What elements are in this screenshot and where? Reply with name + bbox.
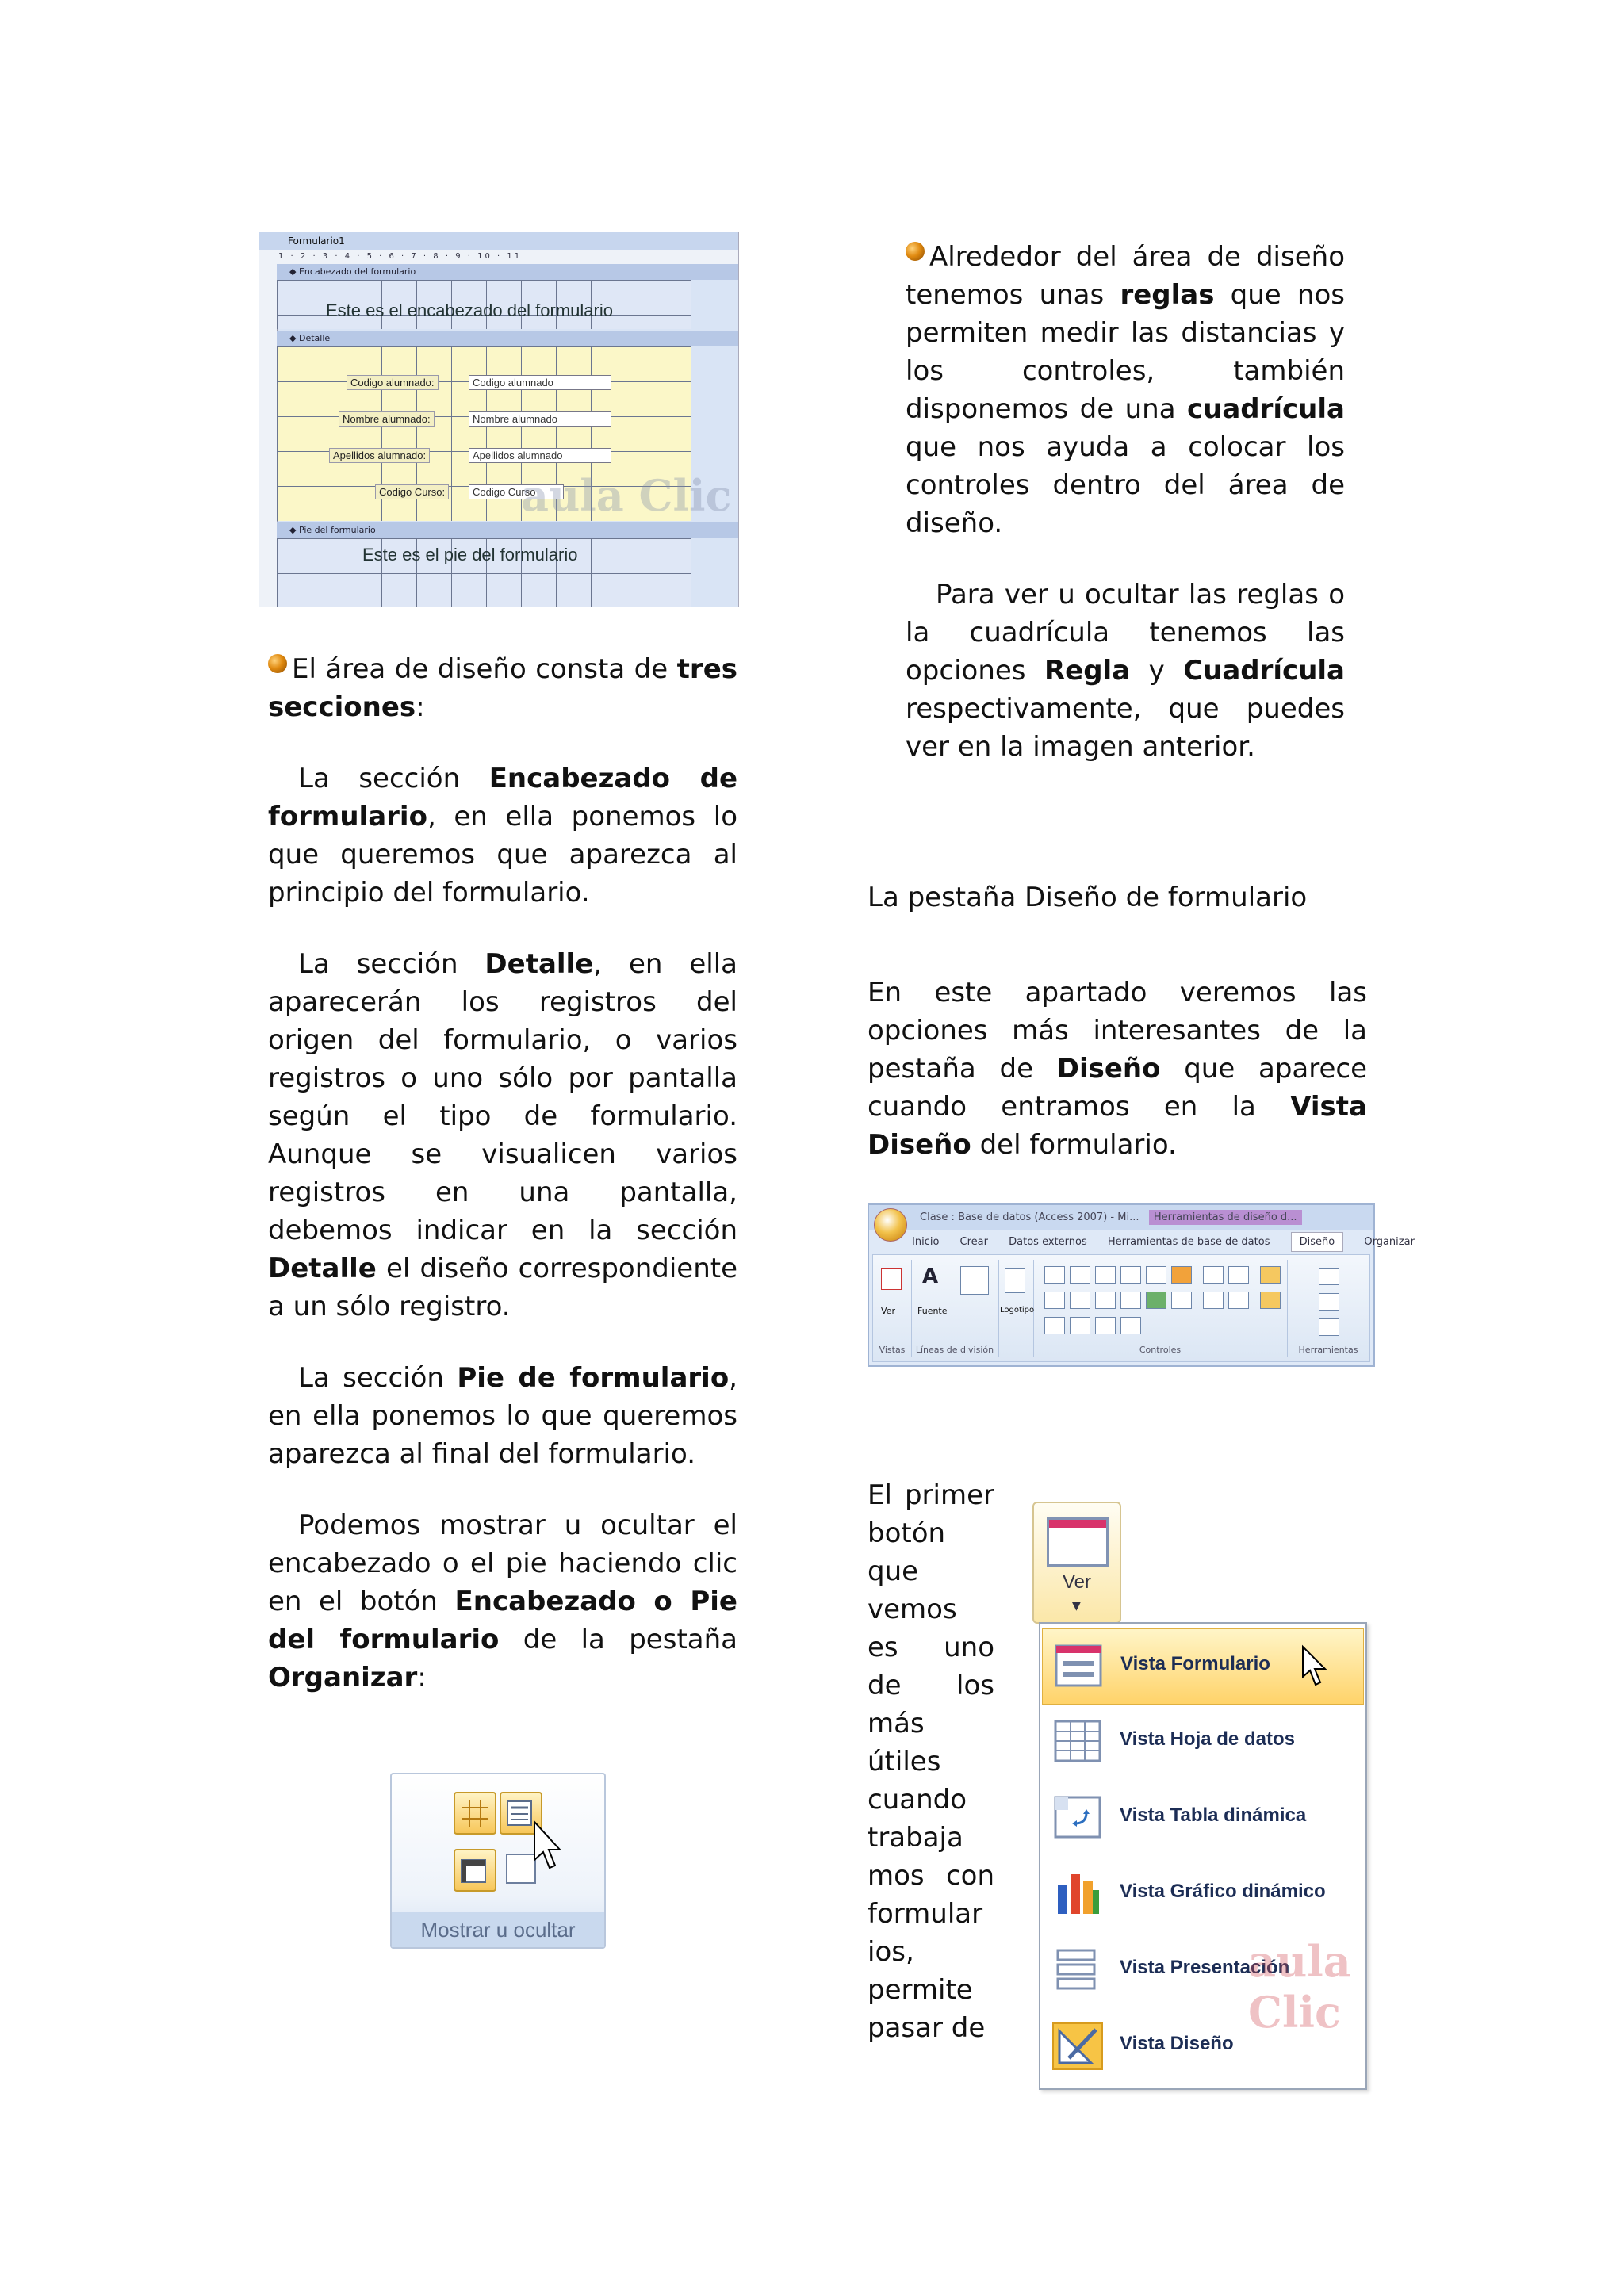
control-icon-3[interactable]	[1095, 1266, 1116, 1284]
field-value-3: Codigo Curso	[469, 484, 564, 499]
view-label: Ver	[881, 1306, 895, 1316]
design-ribbon-figure	[868, 1203, 1415, 1367]
footer-label: Este es el pie del formulario	[362, 545, 578, 564]
gridlines-icon[interactable]	[960, 1266, 989, 1295]
section-heading: La pestaña Diseño de formulario	[868, 882, 1308, 913]
ver-paragraph: El primer botón que vemos es uno de los más útiles cuando trabaja mos con formular ios, permite pasar de	[868, 1479, 994, 2044]
tab-inicio[interactable]: Inicio	[912, 1236, 940, 1248]
control-icon-4[interactable]	[1120, 1266, 1141, 1284]
control-icon-18[interactable]	[1228, 1266, 1249, 1284]
group-herramientas-caption: Herramientas	[1298, 1345, 1358, 1355]
menu-item-vista-tabla-dinamica[interactable]	[1042, 1781, 1364, 1855]
control-icon-7[interactable]	[1044, 1292, 1065, 1309]
tool-icon-2[interactable]	[1319, 1293, 1339, 1311]
field-label-1: Nombre alumnado:	[339, 411, 435, 427]
mouse-pointer-icon	[533, 1820, 565, 1876]
menu-item-label: Vista Tabla dinámica	[1120, 1804, 1307, 1826]
mouse-pointer-icon	[1301, 1645, 1328, 1689]
form-view-icon	[1054, 1644, 1103, 1689]
group-fuente-caption: Líneas de división	[915, 1345, 994, 1355]
group-controles-caption: Controles	[1139, 1345, 1182, 1355]
header-section-paragraph: La sección Encabezado de formulario, en ella ponemos lo que queremos que aparezca al principio del formulario.	[268, 763, 738, 909]
group-vistas-caption: Vistas	[879, 1345, 906, 1355]
control-icon-21[interactable]	[1228, 1292, 1249, 1309]
intro-bullet-paragraph: El área de diseño consta de tres secciones:	[268, 653, 737, 723]
left-text-column	[268, 650, 737, 1730]
logo-label: Logotipo	[1000, 1306, 1035, 1314]
control-icon-12[interactable]	[1171, 1292, 1192, 1309]
footer-section-paragraph: La sección Pie de formulario, en ella ponemos lo que queremos aparezca al final del formulario.	[268, 1362, 737, 1470]
size-icon	[506, 1854, 536, 1884]
control-icon-16[interactable]	[1120, 1317, 1141, 1334]
tab-datos-externos[interactable]: Datos externos	[1009, 1236, 1087, 1248]
group-fuente	[911, 1260, 999, 1357]
field-value-0: Codigo alumnado	[469, 375, 611, 390]
horizontal-ruler: 1 · 2 · 3 · 4 · 5 · 6 · 7 · 8 · 9 · 10 · 11	[259, 250, 738, 265]
form-view-icon	[1047, 1517, 1109, 1567]
font-icon[interactable]: A	[922, 1265, 939, 1288]
logo-icon[interactable]	[1005, 1268, 1025, 1293]
menu-item-vista-presentacion[interactable]	[1042, 1933, 1364, 2038]
control-icon-6[interactable]	[1171, 1266, 1192, 1284]
menu-item-label: Vista Formulario	[1120, 1653, 1270, 1674]
group-logo	[998, 1260, 1034, 1357]
vertical-ruler	[259, 264, 278, 607]
detail-section-paragraph: La sección Detalle, en ella aparecerán los registros del origen del formulario, o varios registros o uno sólo por pantalla según el tipo de formulario. Aunque se visualicen varios registros en una pantalla, debemos indicar en la sección Detalle el diseño correspondiente a un sólo registro.	[268, 948, 738, 1322]
group-herramientas	[1287, 1260, 1369, 1357]
ribbon-tabs	[869, 1230, 1415, 1254]
ver-dropdown-menu	[1039, 1622, 1367, 2090]
bullet-icon	[268, 654, 287, 673]
show-hide-paragraph: Podemos mostrar u ocultar el encabezado o el pie haciendo clic en el botón Encabezado o Pie del formulario de la pestaña Organizar:	[268, 1510, 737, 1693]
tab-organizar[interactable]: Organizar	[1364, 1236, 1415, 1248]
band-detail: ◆ Detalle	[277, 331, 738, 346]
grid-icon	[454, 1792, 496, 1835]
header-label: Este es el encabezado del formulario	[326, 300, 613, 320]
control-icon-19[interactable]	[1260, 1266, 1281, 1284]
control-icon-2[interactable]	[1070, 1266, 1090, 1284]
band-footer: ◆ Pie del formulario	[277, 522, 738, 538]
control-icon-10[interactable]	[1120, 1292, 1141, 1309]
control-icon-15[interactable]	[1095, 1317, 1116, 1334]
menu-item-label: Vista Gráfico dinámico	[1120, 1881, 1326, 1902]
band-header: ◆ Encabezado del formulario	[277, 264, 738, 280]
layout-view-icon	[1053, 1947, 1102, 1993]
menu-item-label: Vista Hoja de datos	[1120, 1728, 1295, 1750]
show-hide-caption: Mostrar u ocultar	[392, 1912, 604, 1947]
pivot-table-icon	[1053, 1795, 1102, 1841]
tab-crear[interactable]: Crear	[959, 1236, 988, 1248]
field-value-2: Apellidos alumnado	[469, 448, 611, 463]
ribbon-body	[872, 1254, 1370, 1362]
watermark: aula Clic	[1248, 1936, 1351, 2038]
control-icon-22[interactable]	[1260, 1292, 1281, 1309]
menu-item-vista-hoja-datos[interactable]	[1042, 1705, 1364, 1779]
control-icon-9[interactable]	[1095, 1292, 1116, 1309]
design-tab-paragraph: En este apartado veremos las opciones más interesantes de la pestaña de Diseño que aparece cuando entramos en la Vista Diseño del formulario.	[868, 977, 1368, 1161]
font-label: Fuente	[917, 1306, 948, 1316]
ruler-icon	[454, 1849, 496, 1892]
field-value-1: Nombre alumnado	[469, 411, 611, 427]
field-label-2: Apellidos alumnado:	[329, 448, 430, 463]
field-label-0: Codigo alumnado:	[347, 375, 439, 390]
group-controles	[1033, 1260, 1288, 1357]
control-icon-8[interactable]	[1070, 1292, 1090, 1309]
tool-icon-1[interactable]	[1319, 1268, 1339, 1285]
control-icon-5[interactable]	[1146, 1266, 1166, 1284]
show-hide-group-figure	[390, 1773, 606, 1949]
right-top-column	[906, 238, 1345, 799]
datasheet-icon	[1053, 1719, 1102, 1765]
control-icon-20[interactable]	[1203, 1292, 1224, 1309]
pivot-chart-icon	[1053, 1871, 1102, 1917]
rulers-bullet-paragraph: Alrededor del área de diseño tenemos unas reglas que nos permiten medir las distancias y los controles, también disponemos de una cuadrícula que nos ayuda a colocar los controles dentro del área de diseño.	[906, 241, 1345, 539]
view-icon[interactable]	[881, 1268, 902, 1290]
chevron-down-icon: ▼	[1072, 1600, 1081, 1613]
design-view-icon	[1053, 2023, 1102, 2069]
bullet-icon	[906, 242, 925, 261]
tab-diseno[interactable]: Diseño	[1291, 1232, 1344, 1252]
rulers-grid-paragraph: Para ver u ocultar las reglas o la cuadrícula tenemos las opciones Regla y Cuadrícula respectivamente, que puedes ver en la imagen anterior.	[906, 579, 1346, 763]
control-icon-17[interactable]	[1203, 1266, 1224, 1284]
menu-item-label: Vista Diseño	[1120, 2033, 1234, 2054]
control-icon-13[interactable]	[1044, 1317, 1065, 1334]
form-design-figure	[259, 232, 739, 607]
tab-herramientas-bd[interactable]: Herramientas de base de datos	[1107, 1236, 1270, 1248]
tool-icon-3[interactable]	[1319, 1318, 1339, 1336]
field-label-3: Codigo Curso:	[375, 484, 449, 499]
group-vistas	[873, 1260, 912, 1357]
menu-item-label: Vista Presentación	[1120, 1957, 1290, 1978]
form-window-title: Formulario1	[259, 232, 738, 250]
control-icon-11[interactable]	[1146, 1292, 1166, 1309]
control-icon-14[interactable]	[1070, 1317, 1090, 1334]
ribbon-title-bar: Clase : Base de datos (Access 2007) - Mi... Herramientas de diseño d...	[869, 1205, 1373, 1230]
ver-button[interactable]	[1032, 1502, 1121, 1624]
menu-item-vista-diseno[interactable]	[1042, 2009, 1364, 2084]
watermark: aula Clic	[521, 470, 732, 521]
control-icon-1[interactable]	[1044, 1266, 1065, 1284]
menu-item-vista-formulario[interactable]	[1042, 1628, 1364, 1705]
ver-button-label: Ver	[1062, 1571, 1092, 1593]
menu-item-vista-grafico-dinamico[interactable]	[1042, 1857, 1364, 1931]
